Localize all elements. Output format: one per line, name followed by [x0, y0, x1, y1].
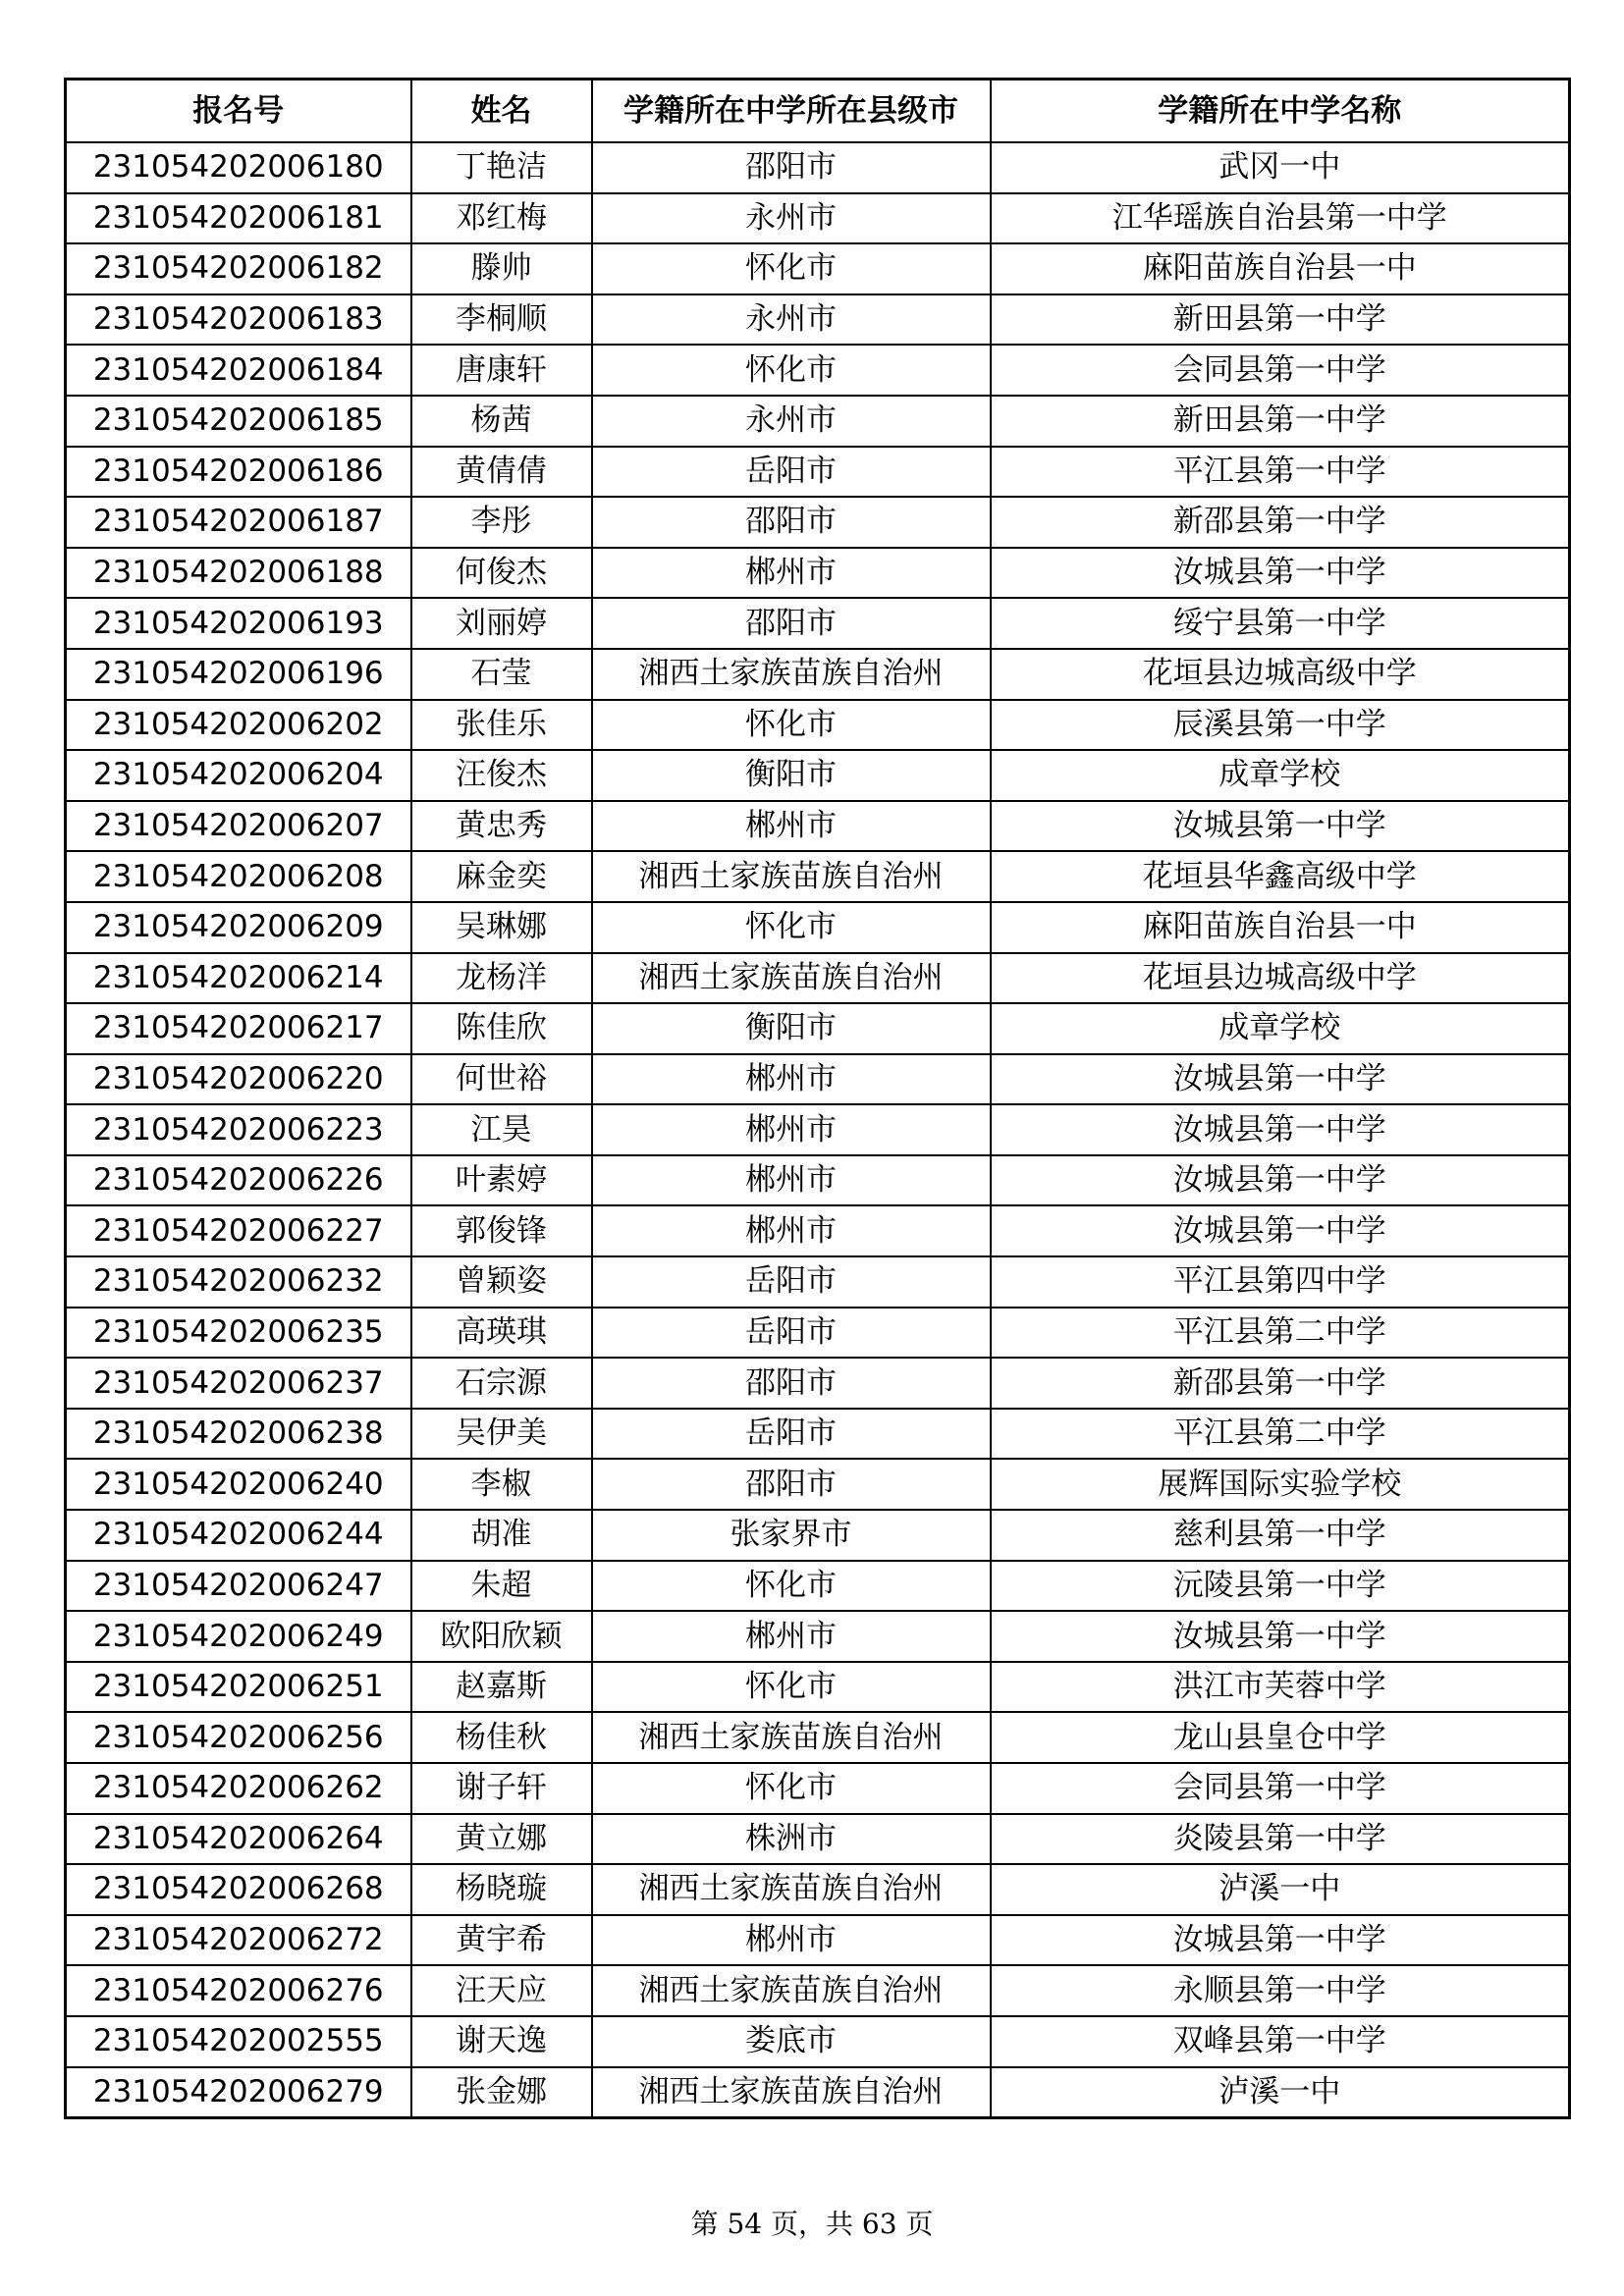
cell-name: 张金娜	[411, 2067, 592, 2118]
cell-name: 杨佳秋	[411, 1712, 592, 1763]
cell-school-name: 花垣县边城高级中学	[991, 649, 1570, 700]
table-row	[66, 902, 1570, 953]
cell-school-city: 邵阳市	[592, 598, 991, 649]
cell-school-name: 江华瑶族自治县第一中学	[991, 193, 1570, 244]
cell-school-name: 汝城县第一中学	[991, 1611, 1570, 1662]
cell-school-name: 洪江市芙蓉中学	[991, 1662, 1570, 1713]
cell-name: 谢子轩	[411, 1763, 592, 1814]
cell-school-name: 泸溪一中	[991, 2067, 1570, 2118]
cell-school-city: 湘西土家族苗族自治州	[592, 953, 991, 1004]
cell-school-city: 湘西土家族苗族自治州	[592, 2067, 991, 2118]
cell-school-name: 麻阳苗族自治县一中	[991, 902, 1570, 953]
cell-school-name: 武冈一中	[991, 142, 1570, 193]
table-row	[66, 801, 1570, 852]
table-row	[66, 1459, 1570, 1510]
cell-school-name: 永顺县第一中学	[991, 1965, 1570, 2016]
cell-registration-number: 231054202006204	[66, 750, 411, 801]
cell-registration-number: 231054202006276	[66, 1965, 411, 2016]
cell-school-name: 汝城县第一中学	[991, 1104, 1570, 1155]
table-row	[66, 1155, 1570, 1206]
cell-name: 郭俊锋	[411, 1205, 592, 1256]
cell-name: 杨茜	[411, 396, 592, 447]
cell-registration-number: 231054202006182	[66, 243, 411, 294]
cell-school-name: 绥宁县第一中学	[991, 598, 1570, 649]
table-row	[66, 700, 1570, 751]
cell-school-city: 怀化市	[592, 243, 991, 294]
table-row	[66, 294, 1570, 346]
cell-registration-number: 231054202006209	[66, 902, 411, 953]
cell-name: 石宗源	[411, 1358, 592, 1409]
cell-registration-number: 231054202006214	[66, 953, 411, 1004]
cell-school-name: 麻阳苗族自治县一中	[991, 243, 1570, 294]
table-row	[66, 142, 1570, 193]
cell-school-name: 汝城县第一中学	[991, 548, 1570, 599]
cell-registration-number: 231054202002555	[66, 2016, 411, 2067]
table-row	[66, 243, 1570, 294]
cell-registration-number: 231054202006196	[66, 649, 411, 700]
cell-school-name: 会同县第一中学	[991, 1763, 1570, 1814]
cell-school-city: 邵阳市	[592, 497, 991, 548]
cell-school-city: 怀化市	[592, 1561, 991, 1612]
table-row	[66, 1003, 1570, 1054]
cell-registration-number: 231054202006223	[66, 1104, 411, 1155]
table-row	[66, 345, 1570, 396]
cell-registration-number: 231054202006183	[66, 294, 411, 346]
cell-school-city: 郴州市	[592, 1104, 991, 1155]
cell-registration-number: 231054202006262	[66, 1763, 411, 1814]
table-row	[66, 750, 1570, 801]
cell-name: 黄忠秀	[411, 801, 592, 852]
table-row	[66, 1358, 1570, 1409]
cell-registration-number: 231054202006244	[66, 1510, 411, 1561]
cell-school-name: 泸溪一中	[991, 1864, 1570, 1915]
table-row	[66, 1409, 1570, 1460]
cell-registration-number: 231054202006264	[66, 1814, 411, 1865]
cell-registration-number: 231054202006227	[66, 1205, 411, 1256]
cell-name: 滕帅	[411, 243, 592, 294]
cell-school-city: 湘西土家族苗族自治州	[592, 1864, 991, 1915]
cell-school-city: 岳阳市	[592, 1256, 991, 1308]
cell-school-city: 永州市	[592, 294, 991, 346]
cell-name: 曾颖姿	[411, 1256, 592, 1308]
cell-school-city: 怀化市	[592, 1662, 991, 1713]
cell-school-city: 郴州市	[592, 548, 991, 599]
cell-name: 唐康轩	[411, 345, 592, 396]
cell-name: 龙杨洋	[411, 953, 592, 1004]
cell-school-name: 平江县第一中学	[991, 447, 1570, 498]
cell-school-name: 新邵县第一中学	[991, 497, 1570, 548]
cell-registration-number: 231054202006187	[66, 497, 411, 548]
cell-school-name: 成章学校	[991, 750, 1570, 801]
cell-registration-number: 231054202006217	[66, 1003, 411, 1054]
table-row	[66, 497, 1570, 548]
cell-registration-number: 231054202006193	[66, 598, 411, 649]
cell-name: 胡准	[411, 1510, 592, 1561]
cell-school-name: 平江县第二中学	[991, 1308, 1570, 1359]
cell-school-city: 郴州市	[592, 1155, 991, 1206]
cell-name: 江昊	[411, 1104, 592, 1155]
cell-registration-number: 231054202006240	[66, 1459, 411, 1510]
cell-registration-number: 231054202006272	[66, 1915, 411, 1966]
cell-school-city: 郴州市	[592, 1054, 991, 1105]
cell-school-city: 郴州市	[592, 1915, 991, 1966]
cell-name: 吴伊美	[411, 1409, 592, 1460]
table-row	[66, 1205, 1570, 1256]
cell-school-name: 成章学校	[991, 1003, 1570, 1054]
cell-registration-number: 231054202006226	[66, 1155, 411, 1206]
cell-school-name: 汝城县第一中学	[991, 1155, 1570, 1206]
cell-school-city: 张家界市	[592, 1510, 991, 1561]
cell-school-city: 岳阳市	[592, 1409, 991, 1460]
header-registration-number: 报名号	[66, 80, 411, 143]
cell-school-name: 花垣县边城高级中学	[991, 953, 1570, 1004]
cell-school-city: 衡阳市	[592, 750, 991, 801]
cell-registration-number: 231054202006181	[66, 193, 411, 244]
cell-school-name: 汝城县第一中学	[991, 1205, 1570, 1256]
table-row	[66, 1763, 1570, 1814]
table-row	[66, 396, 1570, 447]
cell-name: 张佳乐	[411, 700, 592, 751]
table-row	[66, 1054, 1570, 1105]
table-row	[66, 953, 1570, 1004]
table-row	[66, 2067, 1570, 2118]
cell-school-name: 平江县第二中学	[991, 1409, 1570, 1460]
cell-name: 黄宇希	[411, 1915, 592, 1966]
table-row	[66, 1915, 1570, 1966]
header-school-name: 学籍所在中学名称	[991, 80, 1570, 143]
cell-registration-number: 231054202006247	[66, 1561, 411, 1612]
cell-name: 何俊杰	[411, 548, 592, 599]
cell-school-name: 展辉国际实验学校	[991, 1459, 1570, 1510]
table-row	[66, 1510, 1570, 1561]
table-row	[66, 1965, 1570, 2016]
table-row	[66, 1308, 1570, 1359]
cell-name: 李桐顺	[411, 294, 592, 346]
cell-school-name: 慈利县第一中学	[991, 1510, 1570, 1561]
cell-registration-number: 231054202006186	[66, 447, 411, 498]
cell-name: 李椒	[411, 1459, 592, 1510]
cell-school-name: 新田县第一中学	[991, 294, 1570, 346]
cell-name: 黄立娜	[411, 1814, 592, 1865]
cell-registration-number: 231054202006232	[66, 1256, 411, 1308]
cell-school-city: 怀化市	[592, 700, 991, 751]
cell-school-name: 汝城县第一中学	[991, 801, 1570, 852]
cell-name: 丁艳洁	[411, 142, 592, 193]
cell-registration-number: 231054202006251	[66, 1662, 411, 1713]
table-row	[66, 649, 1570, 700]
cell-registration-number: 231054202006202	[66, 700, 411, 751]
cell-registration-number: 231054202006180	[66, 142, 411, 193]
cell-registration-number: 231054202006207	[66, 801, 411, 852]
cell-registration-number: 231054202006235	[66, 1308, 411, 1359]
cell-school-city: 岳阳市	[592, 447, 991, 498]
header-school-city: 学籍所在中学所在县级市	[592, 80, 991, 143]
cell-school-city: 永州市	[592, 193, 991, 244]
cell-school-city: 湘西土家族苗族自治州	[592, 1712, 991, 1763]
cell-name: 邓红梅	[411, 193, 592, 244]
cell-registration-number: 231054202006279	[66, 2067, 411, 2118]
cell-name: 谢天逸	[411, 2016, 592, 2067]
cell-name: 李彤	[411, 497, 592, 548]
cell-school-name: 汝城县第一中学	[991, 1054, 1570, 1105]
cell-school-name: 新邵县第一中学	[991, 1358, 1570, 1409]
cell-registration-number: 231054202006237	[66, 1358, 411, 1409]
cell-name: 汪天应	[411, 1965, 592, 2016]
table-row	[66, 1104, 1570, 1155]
cell-name: 陈佳欣	[411, 1003, 592, 1054]
cell-name: 汪俊杰	[411, 750, 592, 801]
table-row	[66, 1611, 1570, 1662]
cell-name: 朱超	[411, 1561, 592, 1612]
cell-registration-number: 231054202006208	[66, 851, 411, 902]
table-row	[66, 2016, 1570, 2067]
header-name: 姓名	[411, 80, 592, 143]
cell-school-city: 邵阳市	[592, 1358, 991, 1409]
cell-registration-number: 231054202006249	[66, 1611, 411, 1662]
cell-name: 杨晓璇	[411, 1864, 592, 1915]
cell-school-name: 辰溪县第一中学	[991, 700, 1570, 751]
cell-registration-number: 231054202006256	[66, 1712, 411, 1763]
cell-school-name: 新田县第一中学	[991, 396, 1570, 447]
cell-name: 吴琳娜	[411, 902, 592, 953]
cell-school-name: 平江县第四中学	[991, 1256, 1570, 1308]
cell-name: 欧阳欣颖	[411, 1611, 592, 1662]
cell-school-city: 郴州市	[592, 1205, 991, 1256]
table-body	[66, 142, 1570, 2118]
cell-name: 何世裕	[411, 1054, 592, 1105]
cell-school-name: 双峰县第一中学	[991, 2016, 1570, 2067]
cell-name: 黄倩倩	[411, 447, 592, 498]
cell-school-name: 会同县第一中学	[991, 345, 1570, 396]
cell-school-city: 湘西土家族苗族自治州	[592, 851, 991, 902]
cell-school-name: 汝城县第一中学	[991, 1915, 1570, 1966]
cell-name: 石莹	[411, 649, 592, 700]
cell-registration-number: 231054202006188	[66, 548, 411, 599]
table-row	[66, 447, 1570, 498]
cell-name: 赵嘉斯	[411, 1662, 592, 1713]
cell-school-city: 郴州市	[592, 801, 991, 852]
cell-registration-number: 231054202006268	[66, 1864, 411, 1915]
cell-school-name: 沅陵县第一中学	[991, 1561, 1570, 1612]
table-row	[66, 851, 1570, 902]
cell-registration-number: 231054202006238	[66, 1409, 411, 1460]
cell-registration-number: 231054202006185	[66, 396, 411, 447]
roster-table	[64, 78, 1571, 2119]
cell-school-city: 邵阳市	[592, 142, 991, 193]
table-row	[66, 1256, 1570, 1308]
cell-name: 刘丽婷	[411, 598, 592, 649]
table-row	[66, 193, 1570, 244]
cell-school-city: 湘西土家族苗族自治州	[592, 1965, 991, 2016]
cell-school-city: 株洲市	[592, 1814, 991, 1865]
cell-school-city: 岳阳市	[592, 1308, 991, 1359]
cell-school-name: 炎陵县第一中学	[991, 1814, 1570, 1865]
cell-name: 高瑛琪	[411, 1308, 592, 1359]
table-row	[66, 1864, 1570, 1915]
page-footer: 第 54 页，共 63 页	[690, 2208, 934, 2240]
table-row	[66, 598, 1570, 649]
cell-school-city: 怀化市	[592, 1763, 991, 1814]
cell-school-name: 龙山县皇仓中学	[991, 1712, 1570, 1763]
table-header-row	[66, 80, 1570, 143]
cell-school-city: 娄底市	[592, 2016, 991, 2067]
cell-school-city: 怀化市	[592, 345, 991, 396]
cell-school-city: 郴州市	[592, 1611, 991, 1662]
cell-registration-number: 231054202006220	[66, 1054, 411, 1105]
cell-school-city: 怀化市	[592, 902, 991, 953]
cell-name: 麻金奕	[411, 851, 592, 902]
cell-school-city: 衡阳市	[592, 1003, 991, 1054]
table-row	[66, 1561, 1570, 1612]
cell-school-city: 邵阳市	[592, 1459, 991, 1510]
cell-school-name: 花垣县华鑫高级中学	[991, 851, 1570, 902]
table-row	[66, 1814, 1570, 1865]
table-row	[66, 548, 1570, 599]
cell-school-city: 永州市	[592, 396, 991, 447]
cell-name: 叶素婷	[411, 1155, 592, 1206]
table-row	[66, 1712, 1570, 1763]
cell-school-city: 湘西土家族苗族自治州	[592, 649, 991, 700]
cell-registration-number: 231054202006184	[66, 345, 411, 396]
table-row	[66, 1662, 1570, 1713]
